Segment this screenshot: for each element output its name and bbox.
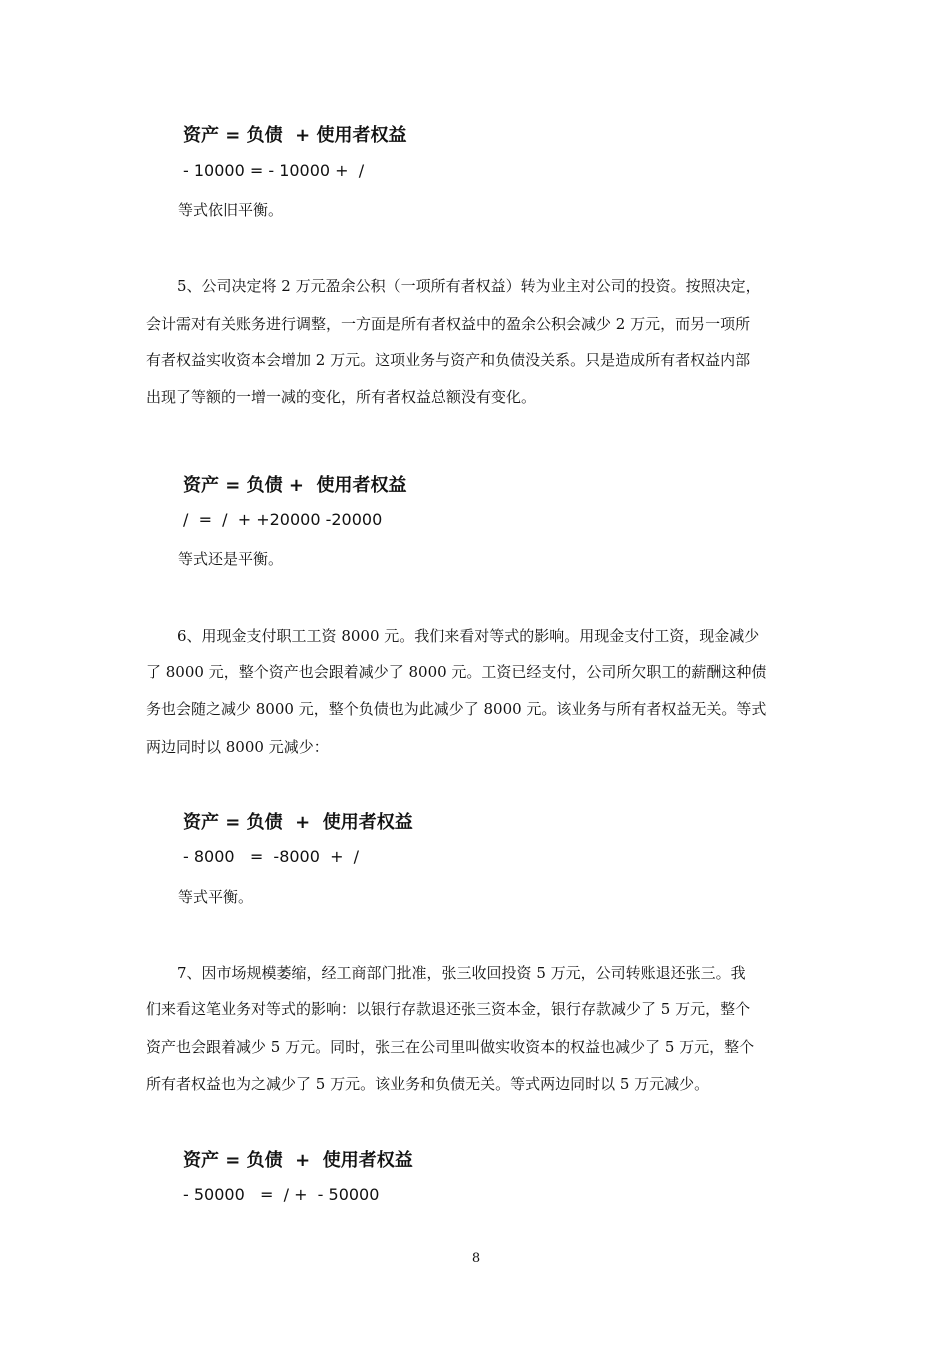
equation-values-3: - 8000 = -8000 + /: [183, 847, 360, 866]
paragraph-line: 务也会随之减少 8000 元，整个负债也为此减少了 8000 元。该业务与所有者权益无关。等式: [146, 700, 767, 718]
paragraph-line: 了 8000 元，整个资产也会跟着减少了 8000 元。工资已经支付，公司所欠职工的薪酬这种债: [146, 663, 767, 681]
equation-header-3: 资产 = 负债 + 使用者权益: [183, 812, 413, 833]
paragraph-line: 们来看这笔业务对等式的影响：以银行存款退还张三资本金，银行存款减少了 5 万元，整个: [146, 1000, 751, 1018]
paragraph-line: 所有者权益也为之减少了 5 万元。该业务和负债无关。等式两边同时以 5 万元减少。: [146, 1075, 710, 1093]
equation-header-1: 资产 = 负债 + 使用者权益: [183, 125, 407, 146]
paragraph-line: 有者权益实收资本会增加 2 万元。这项业务与资产和负债没关系。只是造成所有者权益内部: [146, 351, 751, 369]
equation-values-1: - 10000 = - 10000 + /: [183, 161, 365, 180]
paragraph-line: 5、公司决定将 2 万元盈余公积（一项所有者权益）转为业主对公司的投资。按照决定，: [177, 277, 761, 295]
equation-note-3: 等式平衡。: [178, 888, 254, 906]
paragraph-line: 6、用现金支付职工工资 8000 元。我们来看对等式的影响。用现金支付工资，现金减少: [177, 627, 760, 645]
equation-header-4: 资产 = 负债 + 使用者权益: [183, 1150, 413, 1171]
paragraph-line: 7、因市场规模萎缩，经工商部门批准，张三收回投资 5 万元，公司转账退还张三。我: [177, 964, 746, 982]
page-number: 8: [471, 1251, 481, 1266]
paragraph-line: 会计需对有关账务进行调整，一方面是所有者权益中的盈余公积会减少 2 万元，而另一项所: [146, 315, 751, 333]
equation-header-2: 资产 = 负债 + 使用者权益: [183, 475, 407, 496]
paragraph-line: 两边同时以 8000 元减少：: [146, 738, 329, 756]
equation-values-2: / = / + +20000 -20000: [183, 510, 383, 529]
equation-note-1: 等式依旧平衡。: [178, 201, 284, 219]
paragraph-line: 资产也会跟着减少 5 万元。同时，张三在公司里叫做实收资本的权益也减少了 5 万元，整个: [146, 1038, 755, 1056]
equation-values-4: - 50000 = / + - 50000: [183, 1185, 380, 1204]
paragraph-line: 出现了等额的一增一减的变化，所有者权益总额没有变化。: [146, 388, 537, 406]
equation-note-2: 等式还是平衡。: [178, 550, 284, 568]
